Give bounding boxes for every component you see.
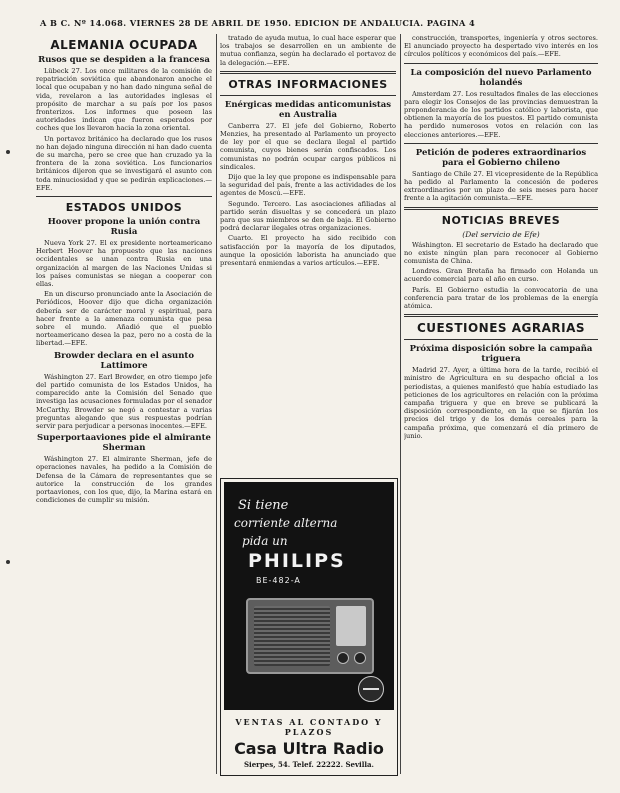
section-heading: NOTICIAS BREVES (441, 213, 561, 227)
article-paragraph: Wáshington. El secretario de Estado ha declarado que no existe ningún plan para reconocer al Gobierno comunista de China. (404, 240, 598, 266)
section-rule (220, 71, 396, 74)
article-paragraph: construcción, transportes, ingeniería y otros sectores. El anunciado proyecto ha despertado vivo interés en los círculos políticos y económicos del país.—EFE. (404, 34, 598, 59)
article-headline: Superportaaviones pide el almirante Sherman (37, 433, 211, 454)
radio-knob (337, 652, 349, 664)
article-paragraph: Amsterdam 27. Los resultados finales de las elecciones para elegir los Consejos de las provincias demuestran la preponderancia de los partidos católico y laborista, que obtienen la mayoría de los puestos. El partido comunista ha perdido numerosos votos en relación con las elecciones anteriores.—EFE. (404, 89, 598, 139)
ad-brand: PHILIPS (248, 550, 346, 572)
column-right (404, 34, 598, 774)
article-paragraph: Santiago de Chile 27. El vicepresidente de la República ha pedido al Parlamento la concesión de poderes extraordinarios por un plazo de seis meses para hacer frente a la agitación comunista.—EFE. (404, 169, 598, 203)
article-paragraph: Nueva York 27. El ex presidente norteamericano Herbert Hoover ha propuesto que las naciones occidentales se unan contra Rusia en una organización al margen de las Naciones Unidas si los países comunistas se niegan a cooperar con ellas. (36, 239, 212, 289)
punch-hole (6, 560, 10, 564)
article-paragraph: Wáshington 27. El almirante Sherman, jefe de operaciones navales, ha pedido a la Comisión de Defensa de la Cámara de representantes que se autorice la construcción de los grandes portaaviones, con los que, dijo, la Marina estará en condiciones de cumplir su misión. (36, 455, 212, 505)
ad-tagline: Si tiene (238, 498, 289, 513)
radio-knob (354, 652, 366, 664)
column-divider (400, 34, 401, 774)
article-paragraph: Canberra 27. El jefe del Gobierno, Roberto Menzies, ha presentado al Parlamento un proyecto de ley por el que se declara ilegal el partido comunista, cuyos bienes serán confiscados. Los comunistas no podrán ocupar cargos públicos ni sindicales. (220, 121, 396, 171)
article-paragraph: Un portavoz británico ha declarado que los rusos no han dejado ninguna dirección ni han dado cuenta de su marcha, pero se cree que han cruzado ya la frontera de la zona soviética. Los funcionarios británicos dijeron que se investigará el asunto con toda minuciosidad y que se pedirán explicaciones.—EFE. (36, 134, 212, 192)
section-rule (404, 339, 598, 340)
article-headline: Rusos que se despiden a la francesa (38, 55, 210, 65)
section-rule (404, 143, 598, 144)
radio-dial (336, 606, 366, 646)
column-left (36, 34, 212, 774)
section-rule (404, 63, 598, 64)
radio-grille (254, 606, 330, 666)
section-heading: ALEMANIA OCUPADA (50, 38, 198, 52)
column-middle (220, 34, 396, 474)
section-heading: OTRAS INFORMACIONES (228, 77, 388, 91)
section-heading: CUESTIONES AGRARIAS (416, 321, 586, 336)
philips-advertisement (220, 478, 398, 776)
article-paragraph: Wáshington 27. Earl Browder, en otro tiempo jefe del partido comunista de los Estados Unidos, ha comparecido ante la Comisión del Senado que investiga las acusaciones formuladas por el senador McCarthy. Browder se negó a contestar a varias preguntas alegando que sus respuestas podrían servir para perjudicar a personas inocentes.—EFE. (36, 372, 212, 430)
section-subheading: (Del servicio de Efe) (462, 229, 540, 239)
article-headline: Hoover propone la unión contra Rusia (47, 217, 201, 238)
ad-address: Sierpes, 54. Telef. 22222. Sevilla. (244, 760, 374, 769)
ad-sales-terms: VENTAS AL CONTADO Y PLAZOS (235, 717, 383, 737)
ad-model: BE-482-A (256, 576, 301, 585)
article-headline: Petición de poderes extraordinarios para el Gobierno chileno (415, 147, 587, 168)
section-rule (404, 207, 598, 210)
article-paragraph: París. El Gobierno estudia la convocatoria de una conferencia para tratar de los problemas de la energía atómica. (404, 285, 598, 311)
punch-hole (6, 150, 10, 154)
page-header: A B C. Nº 14.068. VIERNES 28 DE ABRIL DE 1950. EDICION DE ANDALUCIA. PAGINA 4 (40, 18, 476, 28)
ad-tagline: pida un (242, 534, 288, 548)
article-paragraph: Dijo que la ley que propone es indispensable para la seguridad del país, frente a las actividades de los agentes de Moscú.—EFE. (220, 173, 396, 198)
section-rule (36, 196, 212, 197)
article-headline: Browder declara en el asunto Lattimore (53, 350, 195, 371)
article-headline: Próxima disposición sobre la campaña triguera (409, 344, 593, 365)
radio-image (246, 598, 374, 674)
article-paragraph: Lübeck 27. Los once militares de la comisión de repatriación soviética que abandonaron anoche el local que ocupaban y no han dado ninguna señal de vida, revelaron a las autoridades inglesas el propósito de marchar a su país por los pasos fronterizos. Los informes que poseen las autoridades indican que fueron esperados por coches que los llevaron hacia la zona oriental. (36, 67, 212, 133)
article-paragraph: Londres. Gran Bretaña ha firmado con Holanda un acuerdo comercial para el año en curso. (404, 267, 598, 284)
article-paragraph: Cuarto. El proyecto ha sido recibido con satisfacción por la mayoría de los diputados, aunque la oposición laborista ha anunciado que presentará enmiendas a varios artículos.—EFE. (220, 234, 396, 268)
article-paragraph: Segundo. Tercero. Las asociaciones afiliadas al partido serán disueltas y se concederá un plazo para que sus miembros se den de baja. El Gobierno podrá declarar ilegales otras organizaciones. (220, 199, 396, 233)
ad-illustration (224, 482, 394, 710)
column-divider (216, 34, 217, 774)
ad-tagline: corriente alterna (234, 516, 338, 530)
ad-shop-name: Casa Ultra Radio (234, 739, 384, 758)
article-headline: La composición del nuevo Parlamento holandés (410, 67, 592, 88)
article-paragraph: Madrid 27. Ayer, a última hora de la tarde, recibió el ministro de Agricultura en su despacho oficial a los periodistas, a quienes manifestó que había estudiado las peticiones de los agricultores en relación con la próxima campaña triguera y que en breve se publicará la disposición correspondiente, en la que se fijarán los precios del trigo y de los demás cereales para la campaña próxima, que comenzará el día primero de junio. (404, 366, 598, 440)
article-headline: Enérgicas medidas anticomunistas en Australia (224, 99, 392, 120)
section-rule (404, 314, 598, 317)
section-rule (220, 95, 396, 96)
article-paragraph: En un discurso pronunciado ante la Asociación de Periódicos, Hoover dijo que dicha organización debería ser de carácter moral y espiritual, para hacer frente a la amenaza comunista que pesa sobre el mundo. Añadió que el pueblo norteamericano desea la paz, pero no a costa de la libertad.—EFE. (36, 290, 212, 348)
article-paragraph: tratado de ayuda mutua, lo cual hace esperar que los trabajos se desarrollen en un ambiente de mutua confianza, según ha declarado el portavoz de la delegación.—EFE. (220, 34, 396, 67)
section-heading: ESTADOS UNIDOS (65, 201, 183, 215)
philips-logo-icon (358, 676, 384, 702)
